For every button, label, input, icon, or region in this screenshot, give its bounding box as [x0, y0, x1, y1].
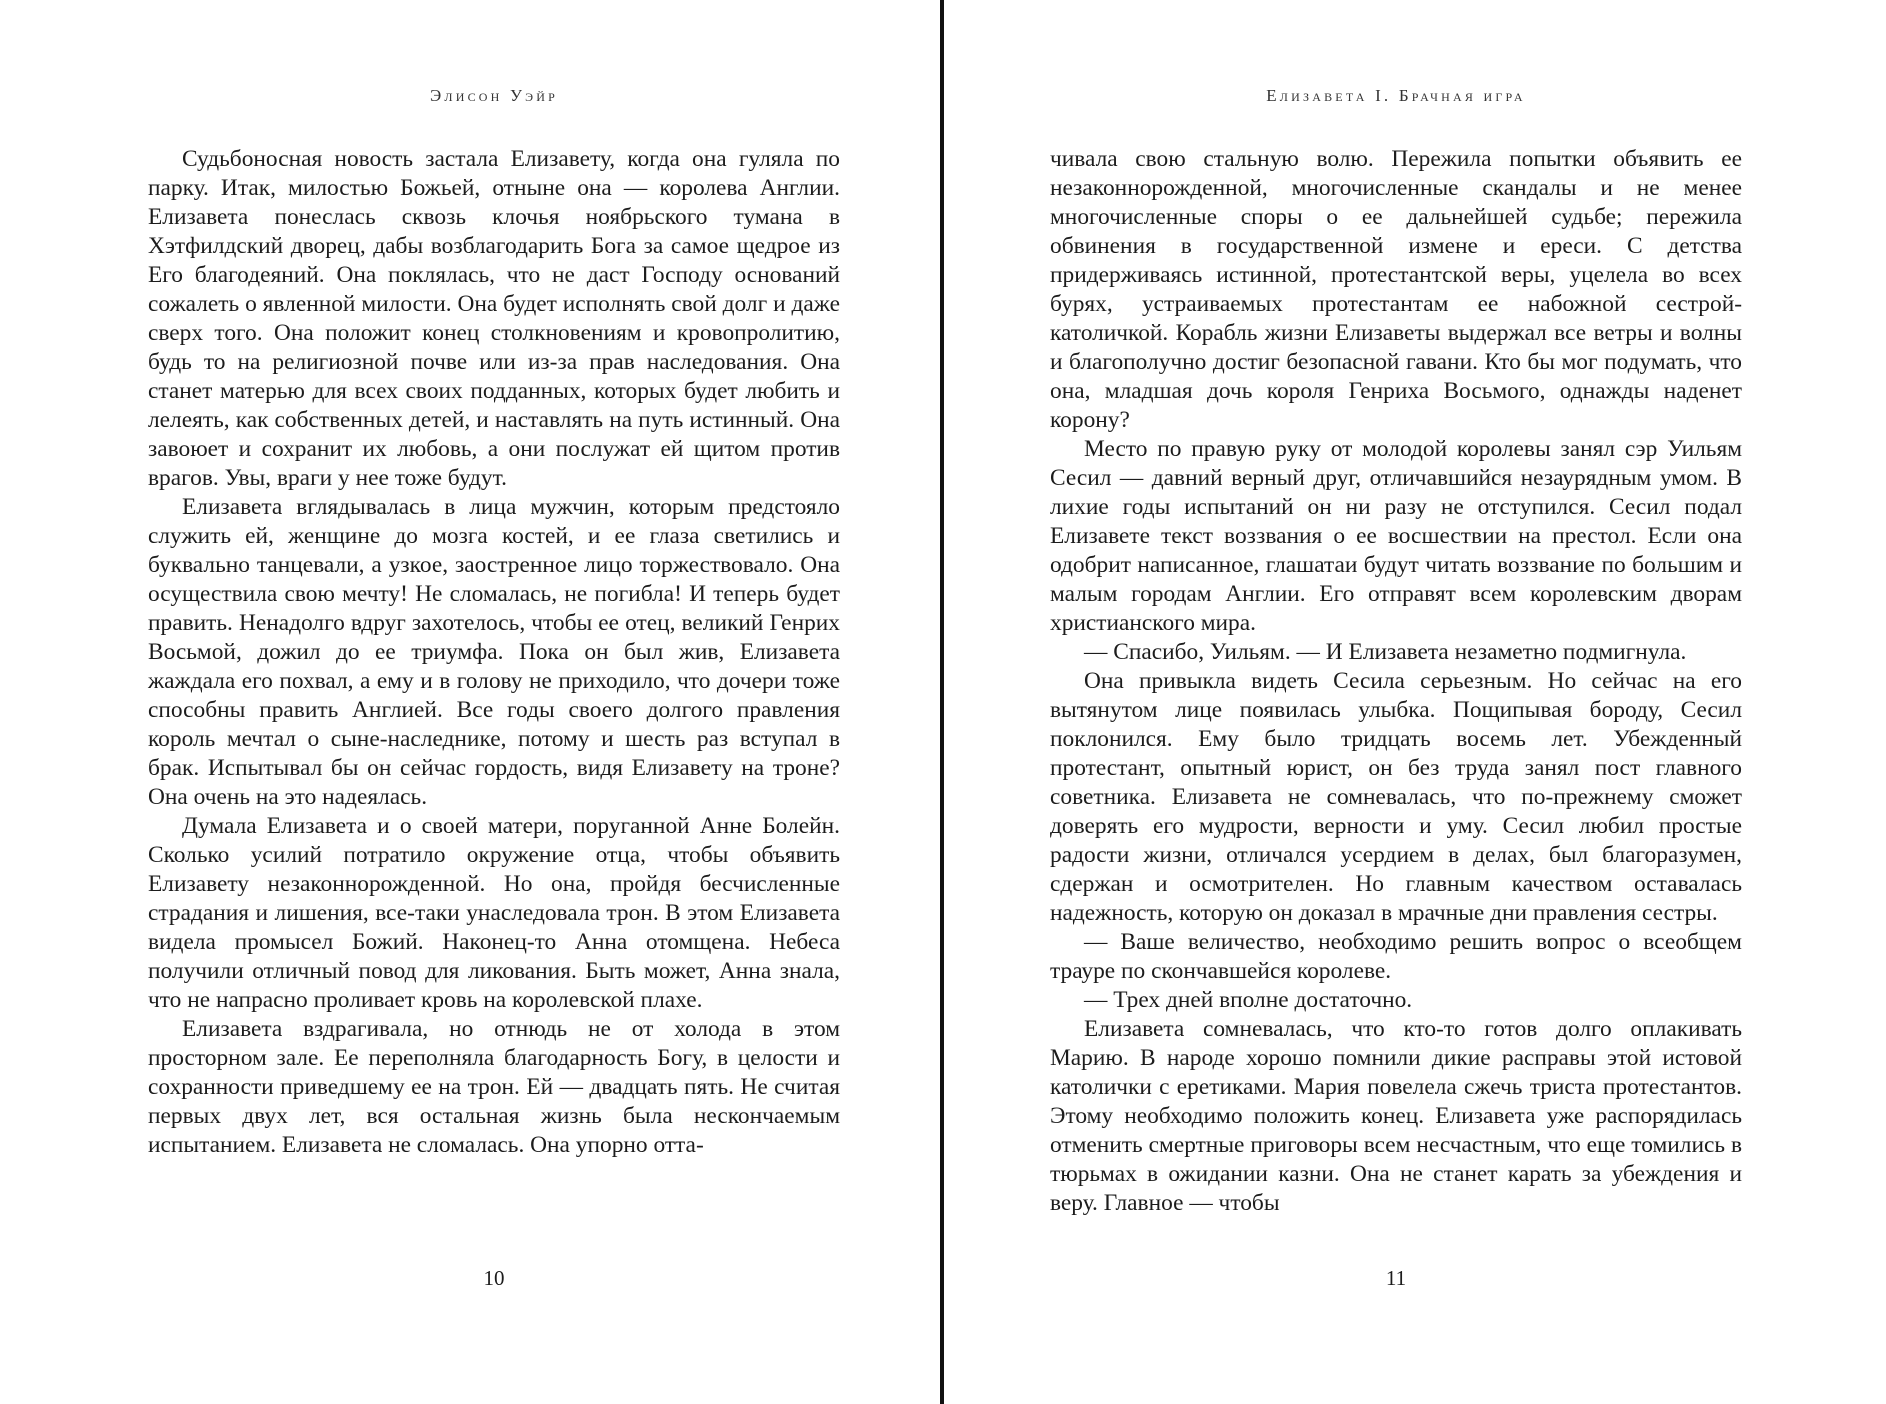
paragraph: Елизавета вздрагивала, но отнюдь не от холода в этом просторном зале. Ее переполняла благодарность Богу, в целости и сохранности приведшему ее на трон. Ей — двадцать пять. Не считая первых двух лет, вся остальная жизнь была нескончаемым испытанием. Елизавета не сломалась. Она упорно отта- [148, 1016, 840, 1158]
running-head-author: Элисон Уэйр [429, 86, 559, 105]
page-number: 11 [1385, 1266, 1407, 1290]
dialogue-line: — Ваше величество, необходимо решить вопрос о всеобщем трауре по скончавшейся королеве. [1050, 929, 1742, 984]
paragraph: Думала Елизавета и о своей матери, поруганной Анне Болейн. Сколько усилий потратило окружение отца, чтобы объявить Елизавету незаконнорожденной. Но она, пройдя бесчисленные страдания и лишения, все-таки унаследовала трон. В этом Елизавета видела промысел Божий. Наконец-то Анна отомщена. Небеса получили отличный повод для ликования. Быть может, Анна знала, что не напрасно проливает кровь на королевской плахе. [148, 813, 840, 1013]
right-page [1050, 0, 1742, 1404]
right-page-body [1050, 145, 1742, 1218]
paragraph: Елизавета сомневалась, что кто-то готов долго оплакивать Марию. В народе хорошо помнили дикие расправы этой истовой католички с еретиками. Мария повелела сжечь триста протестантов. Этому необходимо положить конец. Елизавета уже распорядилась отменить смертные приговоры всем несчастным, что еще томились в тюрьмах в ожидании казни. Она не станет карать за убеждения и веру. Главное — чтобы [1050, 1016, 1742, 1216]
left-page-body [148, 145, 840, 1160]
dialogue-line: — Трех дней вполне достаточно. [1084, 987, 1413, 1013]
page-number: 10 [483, 1266, 505, 1290]
paragraph: Она привыкла видеть Сесила серьезным. Но сейчас на его вытянутом лице появилась улыбка. Пощипывая бороду, Сесил поклонился. Ему было тридцать восемь лет. Убежденный протестант, опытный юрист, он без труда занял пост главного советника. Елизавета не сомневалась, что по-прежнему сможет доверять его мудрости, верности и уму. Сесил любил простые радости жизни, отличался усердием в делах, был благоразумен, сдержан и осмотрителен. Но главным качеством оставалась надежность, которую он доказал в мрачные дни правления сестры. [1050, 668, 1742, 926]
paragraph: Место по правую руку от молодой королевы занял сэр Уильям Сесил — давний верный друг, отличавшийся незаурядным умом. В лихие годы испытаний он ни разу не отступился. Сесил подал Елизавете текст воззвания о ее восшествии на престол. Если она одобрит написанное, глашатаи будут читать воззвание по большим и малым городам Англии. Его отправят всем королевским дворам христианского мира. [1050, 436, 1742, 636]
paragraph: Судьбоносная новость застала Елизавету, когда она гуляла по парку. Итак, милостью Божьей, отныне она — королева Англии. Елизавета понеслась сквозь клочья ноябрьского тумана в Хэтфилдский дворец, дабы возблагодарить Бога за самое щедрое из Его благодеяний. Она поклялась, что не даст Господу оснований сожалеть о явленной милости. Она будет исполнять свой долг и даже сверх того. Она положит конец столкновениям и кровопролитию, будь то на религиозной почве или из-за прав наследования. Она станет матерью для всех своих подданных, которых будет любить и лелеять, как собственных детей, и наставлять на путь истинный. Она завоюет и сохранит их любовь, а они послужат ей щитом против врагов. Увы, враги у нее тоже будут. [148, 146, 840, 491]
paragraph: Елизавета вглядывалась в лица мужчин, которым предстояло служить ей, женщине до мозга костей, и ее глаза светились и буквально танцевали, а узкое, заостренное лицо торжествовало. Она осуществила свою мечту! Не сломалась, не погибла! И теперь будет править. Ненадолго вдруг захотелось, чтобы ее отец, великий Генрих Восьмой, дожил до ее триумфа. Пока он был жив, Елизавета жаждала его похвал, а ему и в голову не приходило, что дочери тоже способны править Англией. Все годы своего долгого правления король мечтал о сыне-наследнике, потому и шесть раз вступал в брак. Испытывал бы он сейчас гордость, видя Елизавету на троне? Она очень на это надеялась. [148, 494, 840, 810]
book-gutter [940, 0, 944, 1404]
dialogue-line: — Спасибо, Уильям. — И Елизавета незаметно подмигнула. [1084, 639, 1687, 665]
paragraph-continuation: чивала свою стальную волю. Пережила попытки объявить ее незаконнорожденной, многочисленные скандалы и не менее многочисленные споры о ее дальнейшей судьбе; пережила обвинения в государственной измене и ереси. С детства придерживаясь истинной, протестантской веры, уцелела во всех бурях, устраиваемых протестантам ее набожной сестрой-католичкой. Корабль жизни Елизаветы выдержал все ветры и волны и благополучно достиг безопасной гавани. Кто бы мог подумать, что она, младшая дочь короля Генриха Восьмого, однажды наденет корону? [1050, 146, 1742, 433]
running-head-title: Елизавета I. Брачная игра [1266, 86, 1526, 105]
left-page [148, 0, 840, 1404]
